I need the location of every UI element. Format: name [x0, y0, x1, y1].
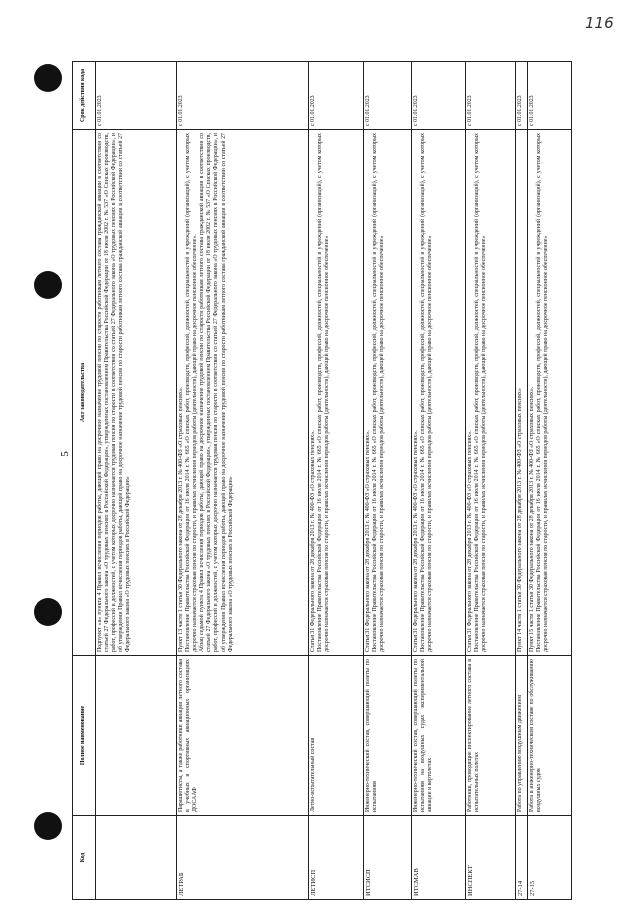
row-act — [528, 130, 572, 656]
table-row — [364, 62, 412, 900]
row-act — [96, 130, 177, 656]
row-date: с 01.01.2023 — [364, 62, 412, 130]
header-code: Код — [73, 816, 96, 900]
row-code — [96, 816, 177, 900]
act-paragraph: Статья 31 Федерального закона от 28 декабря 2013 г. № 400-ФЗ «О страховых пенсиях». — [413, 430, 419, 652]
row-date: с 01.01.2023 — [309, 62, 364, 130]
act-paragraph: Постановление Правительства Российской Федерации от 16 июля 2014 г. № 665 «О списках работ, производств, профессий, должностей, специальностей и учреждений (организаций), с учетом которых досрочно назначается страховая пенсия по старости, и правилах исчисления периодов работы (деятельности), дающей право на досрочное пенсионное обеспечение» — [372, 133, 386, 652]
row-name: Инженерно-технический состав, совершающий полеты по испытаниям на воздушных судах экспериментальной авиации и вертолетах — [412, 656, 466, 816]
row-name: Работа по управлению воздушным движением — [516, 656, 528, 816]
row-name: Работники, проводящие инспектирование летного состава в испытательных полетах — [466, 656, 516, 816]
row-act — [516, 130, 528, 656]
table-row — [412, 62, 466, 900]
row-code: 27-15 — [528, 816, 572, 900]
act-paragraph: Постановление Правительства Российской Федерации от 16 июля 2014 г. № 665 «О списках работ, производств, профессий, должностей, специальностей и учреждений (организаций), с учетом которых досрочно назначается страховая пенсия по старости, и правилах исчисления периодов работы (деятельности), дающей право на досрочное пенсионное обеспечение» — [317, 133, 331, 652]
row-act — [466, 130, 516, 656]
row-name: Летно-испытательный состав — [309, 656, 364, 816]
row-code: ИНСПЕКТ — [466, 816, 516, 900]
act-paragraph: Постановление Правительства Российской Федерации от 16 июля 2014 г. № 665 «О списках работ, производств, профессий, должностей, специальностей и учреждений (организаций), с учетом которых досрочно назначается страховая пенсия по старости, и правилах исчисления периодов работы (деятельности), дающей право на досрочное пенсионное обеспечение». — [185, 133, 199, 652]
act-paragraph: Пункт 13 части 1 статьи 30 Федерального закона от 28 декабря 2013 г. № 400-ФЗ «О страховых пенсиях». — [178, 386, 184, 652]
row-act — [177, 130, 309, 656]
act-paragraph: Статья 31 Федерального закона от 28 декабря 2013 г. № 400-ФЗ «О страховых пенсиях». — [310, 430, 316, 652]
header-date: Срок действия кода — [73, 62, 96, 130]
act-paragraph: Пункт 15 части 1 статьи 30 Федерального закона от 28 декабря 2013 г. № 400-ФЗ «О страховых пенсиях». — [529, 386, 535, 652]
row-date: с 01.01.2023 — [466, 62, 516, 130]
row-name — [96, 656, 177, 816]
table-row — [96, 62, 177, 900]
row-code: ИТСМАВ — [412, 816, 466, 900]
row-date: с 01.01.2023 — [177, 62, 309, 130]
row-name: Инженерно-технический состав, совершающий полеты по испытаниям — [364, 656, 412, 816]
rotated-table-container — [72, 62, 550, 900]
table-row — [516, 62, 528, 900]
act-paragraph: Пункт 14 части 1 статьи 30 Федерального закона от 28 декабря 2013 г. № 400-ФЗ «О страховых пенсиях» — [517, 388, 523, 652]
table-row — [528, 62, 572, 900]
row-code: ЛЕТИСП — [309, 816, 364, 900]
row-date: с 01.01.2023 — [96, 62, 177, 130]
table-header-row — [73, 62, 96, 900]
pension-codes-table — [72, 61, 572, 900]
row-act — [364, 130, 412, 656]
row-act — [309, 130, 364, 656]
sheet-number: 5 — [59, 451, 71, 457]
row-name: Работа в инженерно-техническом составе по обслуживанию воздушных судов — [528, 656, 572, 816]
act-paragraph: Постановление Правительства Российской Федерации от 16 июля 2014 г. № 665 «О списках работ, производств, профессий, должностей, специальностей и учреждений (организаций), с учетом которых досрочно назначается страховая пенсия по старости, и правилах исчисления периодов работы (деятельности), дающей право на досрочное пенсионное обеспечение» — [420, 133, 434, 652]
row-date: с 01.01.2023 — [516, 62, 528, 130]
punch-hole — [34, 64, 62, 92]
row-name: Парашютисты, а также работники авиации летного состава в учебных и спортивных авиационных организациях ДОСААФ — [177, 656, 309, 816]
act-paragraph: Постановление Правительства Российской Федерации от 16 июля 2014 г. № 665 «О списках работ, производств, профессий, должностей, специальностей и учреждений (организаций), с учетом которых досрочно назначается страховая пенсия по старости, и правилах исчисления периодов работы (деятельности), дающей право на досрочное пенсионное обеспечение» — [536, 133, 550, 652]
header-name: Полное наименование — [73, 656, 96, 816]
document-table-area — [72, 62, 550, 900]
row-date: с 01.01.2023 — [412, 62, 466, 130]
table-row — [177, 62, 309, 900]
act-paragraph: Статья 31 Федерального закона от 28 декабря 2013 г. № 400-ФЗ «О страховых пенсиях». — [467, 430, 473, 652]
row-code: ИТСИСП — [364, 816, 412, 900]
row-act — [412, 130, 466, 656]
row-code: 27-14 — [516, 816, 528, 900]
punch-hole — [34, 812, 62, 840]
page-number: 116 — [585, 14, 614, 32]
act-paragraph: Статья 31 Федерального закона от 28 декабря 2013 г. № 400-ФЗ «О страховых пенсиях». — [365, 430, 371, 652]
punch-hole — [34, 271, 62, 299]
punch-hole — [34, 598, 62, 626]
table-row — [466, 62, 516, 900]
row-date: с 01.01.2023 — [528, 62, 572, 130]
act-paragraph: Абзац седьмой пункта 4 Правил исчисления периодов работы, дающей право на досрочное назначение трудовой пенсии по старости работникам летного состава гражданской авиации в соответствии со статьей 27 Федерального закона «О трудовых пенсиях в Российской Федерации», утвержденных постановлением Правительства Российской Федерации от 18 июля 2002 г. № 537 «О Списках производств, работ, профессий и должностей, с учетом которых досрочно назначается трудовая пенсия по старости в соответствии со статьей 27 Федерального закона «О трудовых пенсиях в Российской Федерации», и об утверждении Правил исчисления периодов работы, дающей право на досрочное назначение трудовой пенсии по старости работникам летного состава гражданской авиации в соответствии со статьей 27 Федерального закона «О трудовых пенсиях в Российской Федерации» — [199, 133, 234, 652]
act-paragraph: Постановление Правительства Российской Федерации от 16 июля 2014 г. № 665 «О списках работ, производств, профессий, должностей, специальностей и учреждений (организаций), с учетом которых досрочно назначается страховая пенсия по старости, и правилах исчисления периодов работы (деятельности), дающей право на досрочное пенсионное обеспечение» — [474, 133, 488, 652]
header-act: Акт законодательства — [73, 130, 96, 656]
row-code: ЛЕТРАБ — [177, 816, 309, 900]
act-paragraph: Подпункт «а» пункта 4 Правил исчисления периодов работы, дающей право на досрочное назначение трудовой пенсии по старости работникам летного состава гражданской авиации в соответствии со статьей 27 Федерального закона «О трудовых пенсиях в Российской Федерации», утвержденных постановлением Правительства Российской Федерации от 18 июля 2002 г. № 537 «О Списках производств, работ, профессий и должностей, с учетом которых досрочно назначается трудовая пенсия по старости в соответствии со статьей 27 Федерального закона «О трудовых пенсиях в Российской Федерации», и об утверждении Правил исчисления периодов работы, дающей право на досрочное назначение трудовой пенсии по старости работникам летного состава гражданской авиации в соответствии со статьей 27 Федерального закона «О трудовых пенсиях в Российской Федерации» — [97, 133, 132, 652]
table-row — [309, 62, 364, 900]
